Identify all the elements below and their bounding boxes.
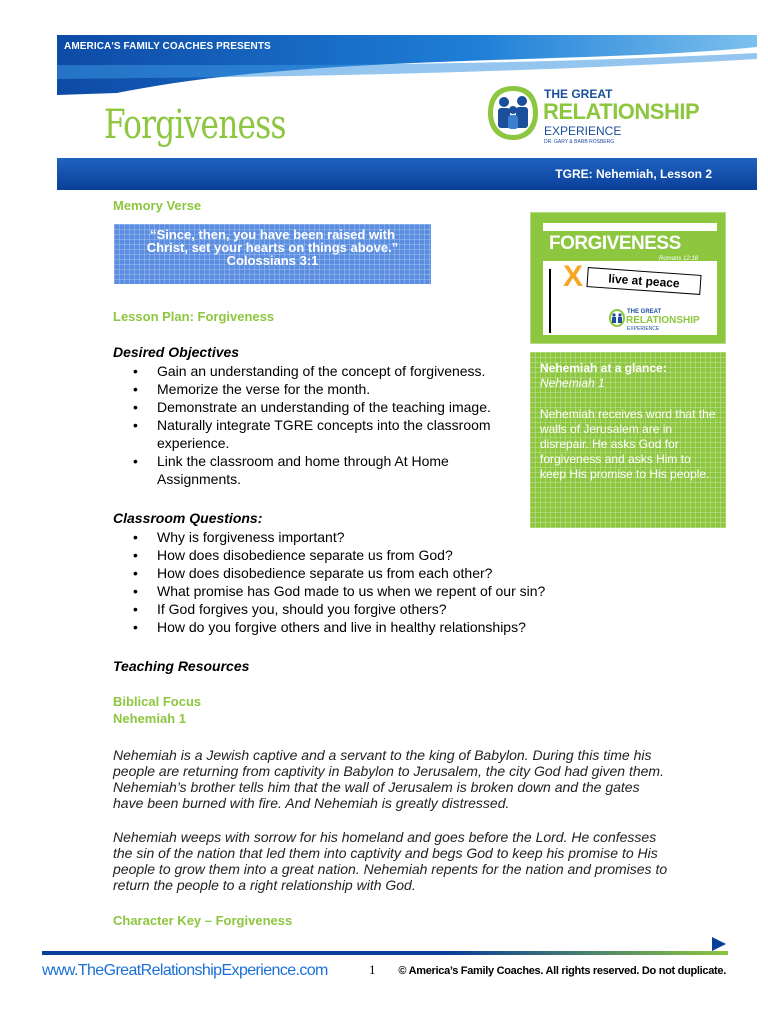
tgre-logo	[486, 84, 728, 150]
teaching-image-post	[549, 269, 551, 333]
biblical-focus-paragraph-1: Nehemiah is a Jewish captive and a servant to the king of Babylon. During this time his people are returning from captivity in Babylon to Jerusalem, the city God had given them. Nehemiah’s brother tells him that the wall of Jerusalem is broken down and the gates have been burned with fire. And Nehemiah is greatly distressed.	[113, 747, 664, 811]
nehemiah-glance-box	[530, 352, 726, 528]
list-item: • Link the classroom and home through At Home Assignments.	[115, 452, 530, 488]
family-icon	[486, 84, 540, 142]
biblical-focus-reference: Nehemiah 1	[113, 711, 186, 726]
teaching-image-scripture: Romans 12:18	[659, 256, 699, 262]
page-title: Forgiveness	[104, 102, 286, 148]
biblical-focus-paragraph-2: Nehemiah weeps with sorrow for his homeland and goes before the Lord. He confesses the sin of the nation that led them into captivity and begs God to keep his promise to His people to grow them into a great nation. Nehemiah repents for the nation and promises to return the people to a right relationship with God.	[113, 829, 668, 893]
small-logo-experience: EXPERIENCE	[627, 326, 660, 332]
logo-experience: EXPERIENCE	[544, 124, 622, 138]
small-logo-the-great: THE GREAT	[627, 309, 662, 315]
page-number: 1	[369, 962, 376, 977]
glance-body: Nehemiah receives word that the walls of Jerusalem are in disrepair. He asks God for forgiveness and asks Him to keep His promise to His people.	[540, 407, 716, 481]
list-item: • Why is forgiveness important?	[115, 528, 655, 546]
footer-rule	[42, 951, 728, 955]
presenter-line: AMERICA'S FAMILY COACHES PRESENTS	[64, 41, 271, 52]
lesson-label: TGRE: Nehemiah, Lesson 2	[555, 167, 712, 181]
logo-authors: DR. GARY & BARB ROSBERG	[544, 139, 615, 145]
list-item: • Gain an understanding of the concept of forgiveness.	[115, 362, 530, 380]
list-item: • If God forgives you, should you forgive others?	[115, 600, 655, 618]
questions-list	[115, 528, 655, 636]
live-at-peace-sign: live at peace	[586, 267, 701, 295]
list-item: • What promise has God made to us when we repent of our sin?	[115, 582, 655, 600]
footer-copyright: © America’s Family Coaches. All rights reserved. Do not duplicate.	[398, 965, 726, 977]
list-item: • Demonstrate an understanding of the teaching image.	[115, 398, 530, 416]
glance-heading: Nehemiah at a glance:	[540, 361, 667, 375]
questions-heading: Classroom Questions:	[113, 510, 263, 526]
small-logo-relationship: RELATIONSHIP	[626, 315, 700, 326]
verse-line-2: Christ, set your hearts on things above.”	[146, 240, 399, 255]
teaching-resources-heading: Teaching Resources	[113, 658, 250, 674]
logo-the-great: THE GREAT	[544, 87, 613, 101]
character-key-heading: Character Key – Forgiveness	[113, 913, 293, 928]
footer-arrow-icon	[712, 937, 726, 951]
objectives-heading: Desired Objectives	[113, 344, 240, 360]
lesson-plan-heading: Lesson Plan: Forgiveness	[113, 309, 275, 324]
small-family-icon	[609, 309, 625, 327]
list-item: • How does disobedience separate us from God?	[115, 546, 655, 564]
memory-verse-box	[114, 224, 431, 284]
list-item: • How do you forgive others and live in healthy relationships?	[115, 618, 655, 636]
teaching-image	[530, 212, 726, 344]
teaching-image-title: FORGIVENESS	[549, 233, 681, 254]
verse-line-1: “Since, then, you have been raised with	[150, 227, 395, 242]
memory-verse-heading: Memory Verse	[113, 198, 202, 213]
list-item: • How does disobedience separate us from each other?	[115, 564, 655, 582]
biblical-focus-heading: Biblical Focus	[113, 694, 202, 709]
glance-reference: Nehemiah 1	[540, 376, 605, 390]
x-mark-icon: X	[563, 260, 584, 293]
list-item: • Memorize the verse for the month.	[115, 380, 530, 398]
list-item: • Naturally integrate TGRE concepts into the classroom experience.	[115, 416, 530, 452]
logo-relationship: RELATIONSHIP	[543, 99, 700, 124]
objectives-list	[115, 362, 530, 488]
verse-reference: Colossians 3:1	[226, 253, 319, 268]
footer-url-link[interactable]: www.TheGreatRelationshipExperience.com	[42, 962, 328, 979]
